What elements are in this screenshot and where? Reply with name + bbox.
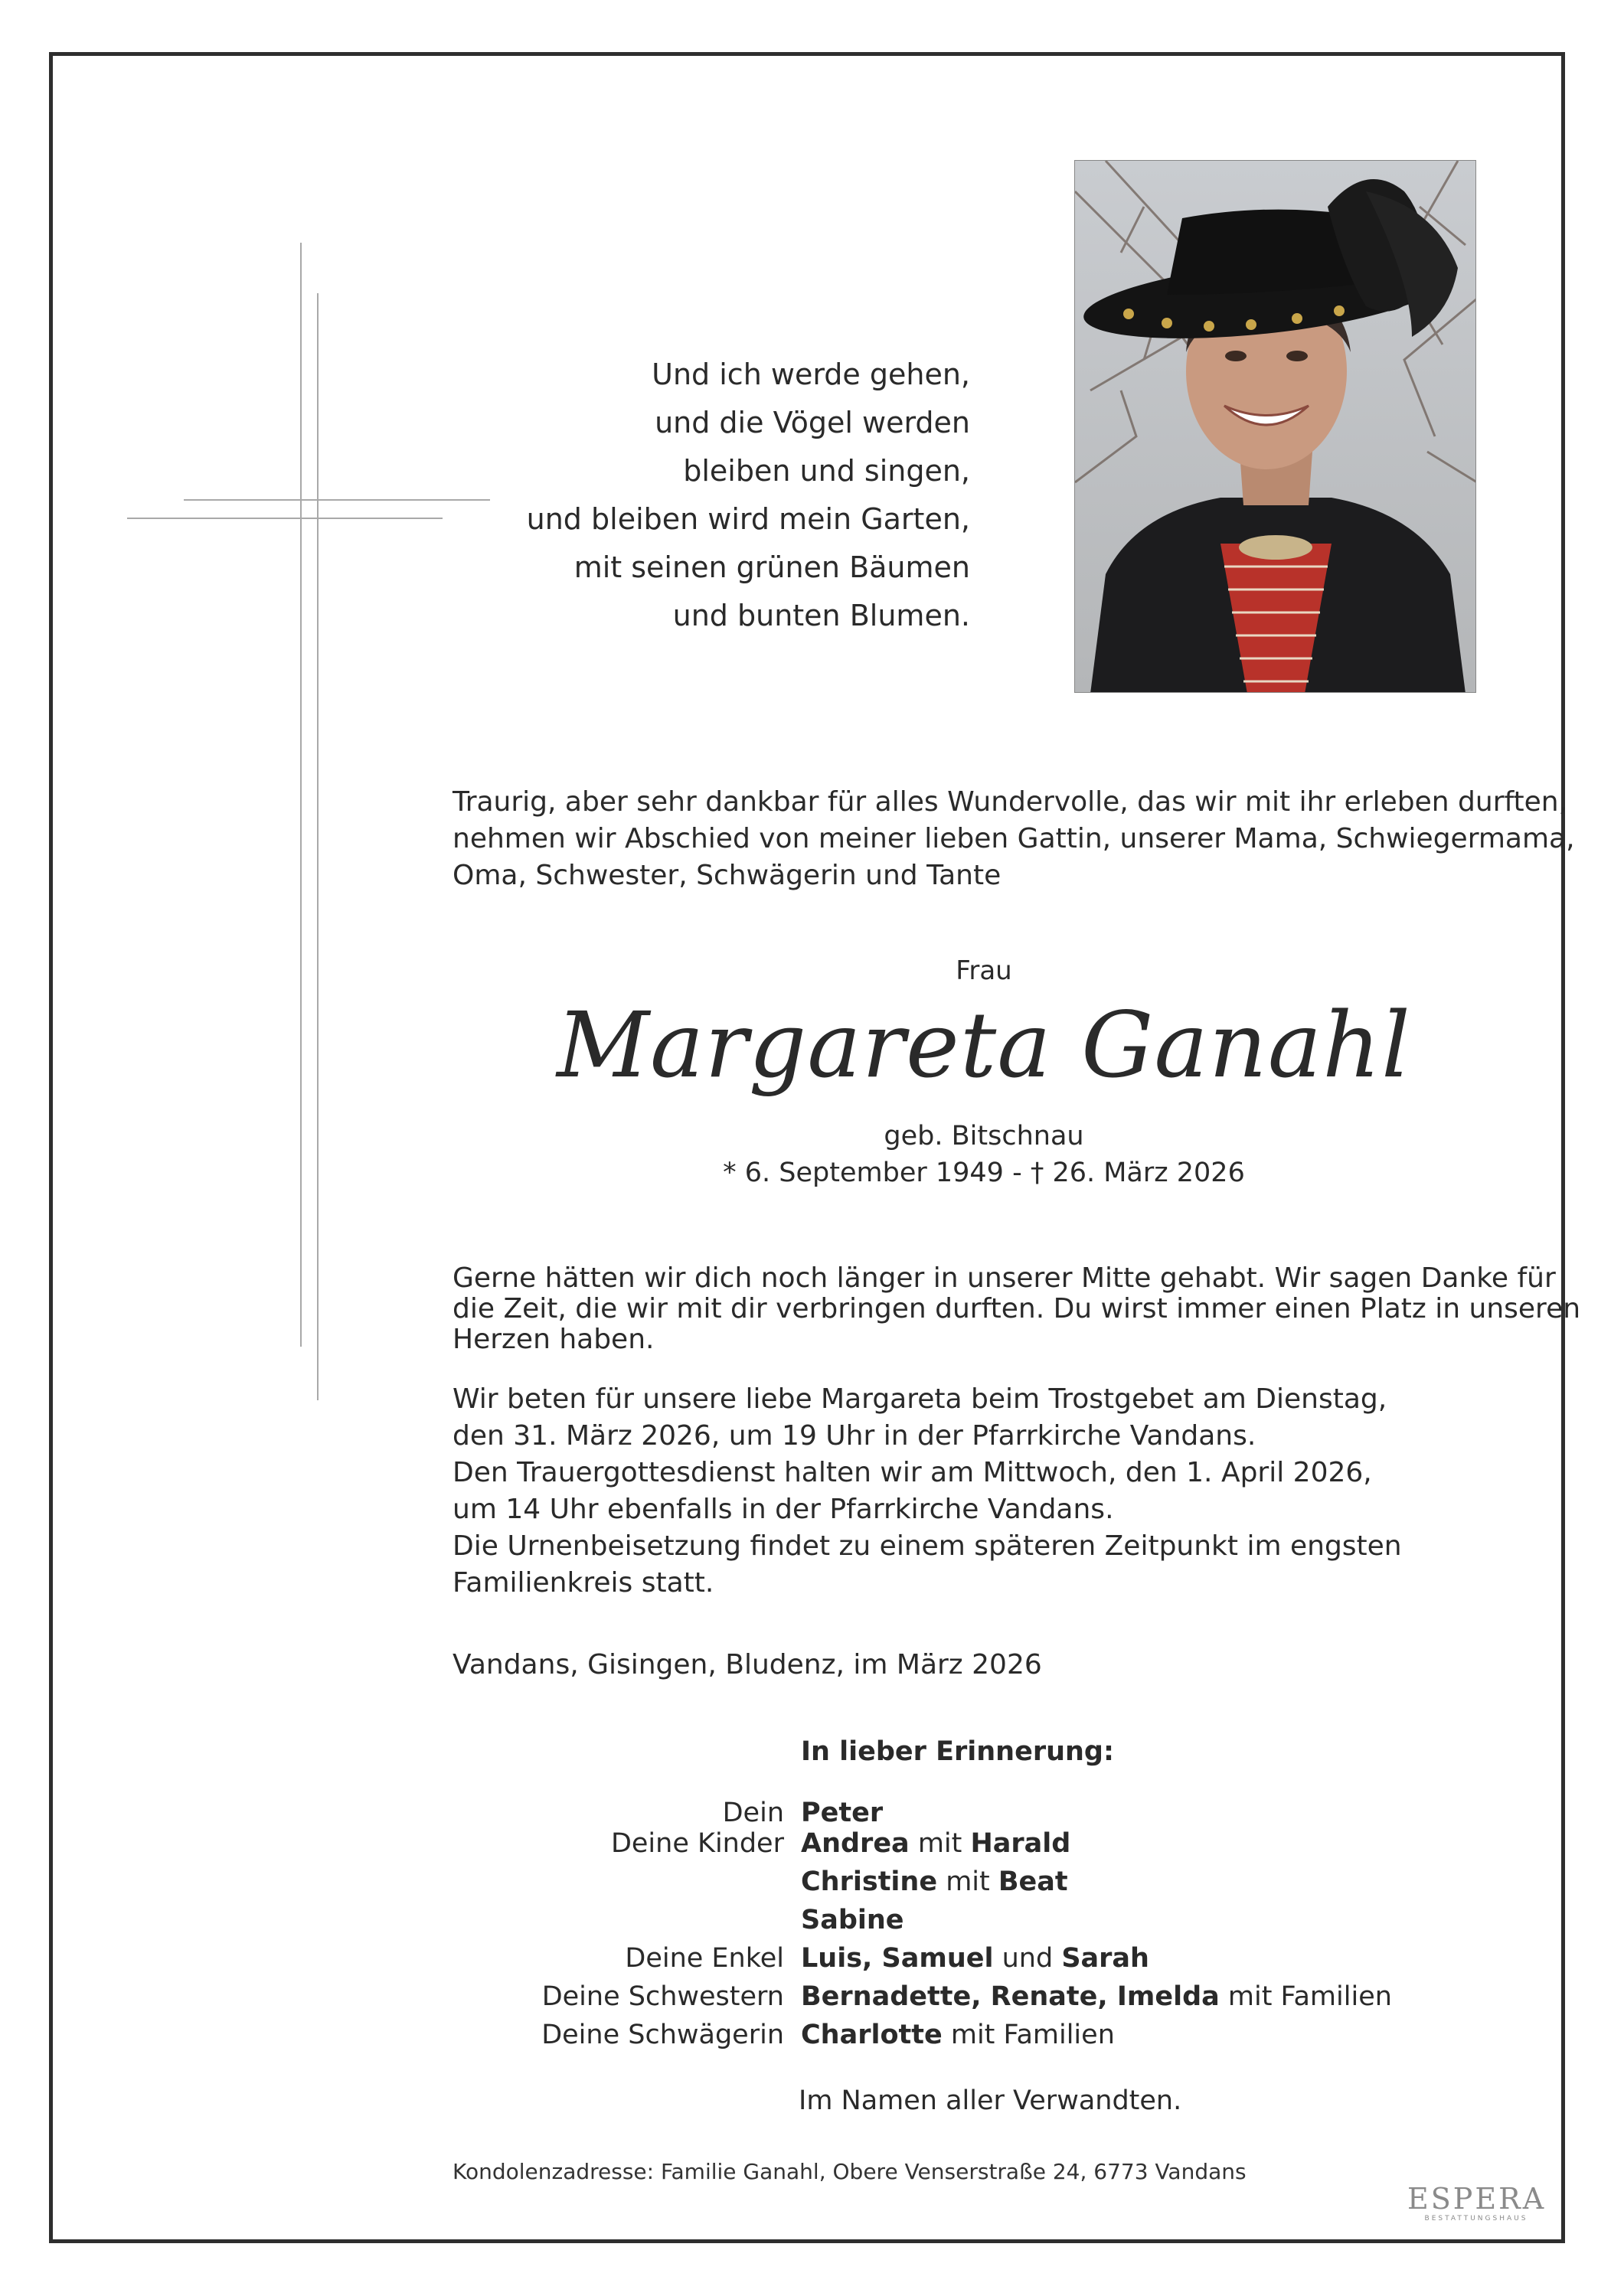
relative-row [0, 2020, 1624, 2056]
relative-names: Charlotte mit Familien [801, 2020, 1115, 2050]
relative-row [0, 1905, 1624, 1942]
logo-subtitle: BESTATTUNGSHAUS [1424, 2215, 1528, 2223]
poem [527, 351, 970, 640]
paragraph-line: Gerne hätten wir dich noch länger in unserer Mitte gehabt. Wir sagen Danke für [453, 1262, 1556, 1294]
poem-line: und bleiben wird mein Garten, [526, 502, 970, 536]
relative-label: Dein [722, 1798, 784, 1828]
intro-line: Oma, Schwester, Schwägerin und Tante [453, 860, 1002, 891]
birth-name: geb. Bitschnau [884, 1121, 1084, 1151]
logo-name: ESPERA [1407, 2182, 1547, 2216]
relative-names: Luis, Samuel und Sarah [801, 1943, 1149, 1974]
poem-line: und bunten Blumen. [672, 599, 970, 632]
poem-line: und die Vögel werden [655, 406, 970, 439]
relative-names: Sabine [801, 1905, 904, 1935]
intro-line: nehmen wir Abschied von meiner lieben Gattin, unserer Mama, Schwiegermama, [453, 823, 1575, 854]
paragraph-line: Herzen haben. [453, 1324, 655, 1355]
relative-row [0, 1981, 1624, 2018]
poem-line: mit seinen grünen Bäumen [573, 550, 970, 584]
salutation: Frau [956, 955, 1012, 986]
paragraph-line: Den Trauergottesdienst halten wir am Mittwoch, den 1. April 2026, [453, 1457, 1372, 1488]
relative-row [0, 1867, 1624, 1903]
relative-label: Deine Schwägerin [541, 2020, 784, 2050]
relative-names: Peter [801, 1798, 884, 1828]
paragraph-line: die Zeit, die wir mit dir verbringen durften. Du wirst immer einen Platz in unseren [453, 1293, 1581, 1324]
paragraph-line: um 14 Uhr ebenfalls in der Pfarrkirche Vandans. [453, 1494, 1114, 1525]
relative-label: Deine Schwestern [541, 1981, 784, 2012]
closing-line: Im Namen aller Verwandten. [799, 2085, 1182, 2116]
service-paragraph [453, 1381, 1402, 1602]
relative-row [0, 1828, 1624, 1865]
life-dates: * 6. September 1949 - † 26. März 2026 [723, 1158, 1245, 1188]
portrait-photo [1074, 160, 1476, 693]
paragraph-line: den 31. März 2026, um 19 Uhr in der Pfarrkirche Vandans. [453, 1420, 1256, 1452]
memory-title: In lieber Erinnerung: [801, 1736, 1114, 1767]
paragraph-line: Die Urnenbeisetzung findet zu einem späteren Zeitpunkt im engsten [453, 1530, 1402, 1562]
intro-text [453, 784, 1575, 894]
paragraph-line: Familienkreis statt. [453, 1567, 714, 1599]
relative-row [0, 1943, 1624, 1980]
relative-names: Andrea mit Harald [801, 1828, 1071, 1859]
relative-label: Deine Enkel [625, 1943, 784, 1974]
place-date: Vandans, Gisingen, Bludenz, im März 2026 [453, 1649, 1042, 1680]
relative-names: Bernadette, Renate, Imelda mit Familien [801, 1981, 1392, 2012]
espera-logo [1407, 2183, 1545, 2223]
poem-line: Und ich werde gehen, [652, 358, 970, 391]
farewell-paragraph [453, 1263, 1580, 1355]
deceased-name: Margareta Ganahl [557, 992, 1411, 1098]
paragraph-line: Wir beten für unsere liebe Margareta beim Trostgebet am Dienstag, [453, 1383, 1387, 1415]
intro-line: Traurig, aber sehr dankbar für alles Wundervolle, das wir mit ihr erleben durften, [453, 786, 1568, 818]
relative-names: Christine mit Beat [801, 1867, 1068, 1897]
poem-line: bleiben und singen, [683, 454, 970, 488]
relative-label: Deine Kinder [610, 1828, 784, 1859]
condolence-address: Kondolenzadresse: Familie Ganahl, Obere Venserstraße 24, 6773 Vandans [453, 2159, 1247, 2184]
